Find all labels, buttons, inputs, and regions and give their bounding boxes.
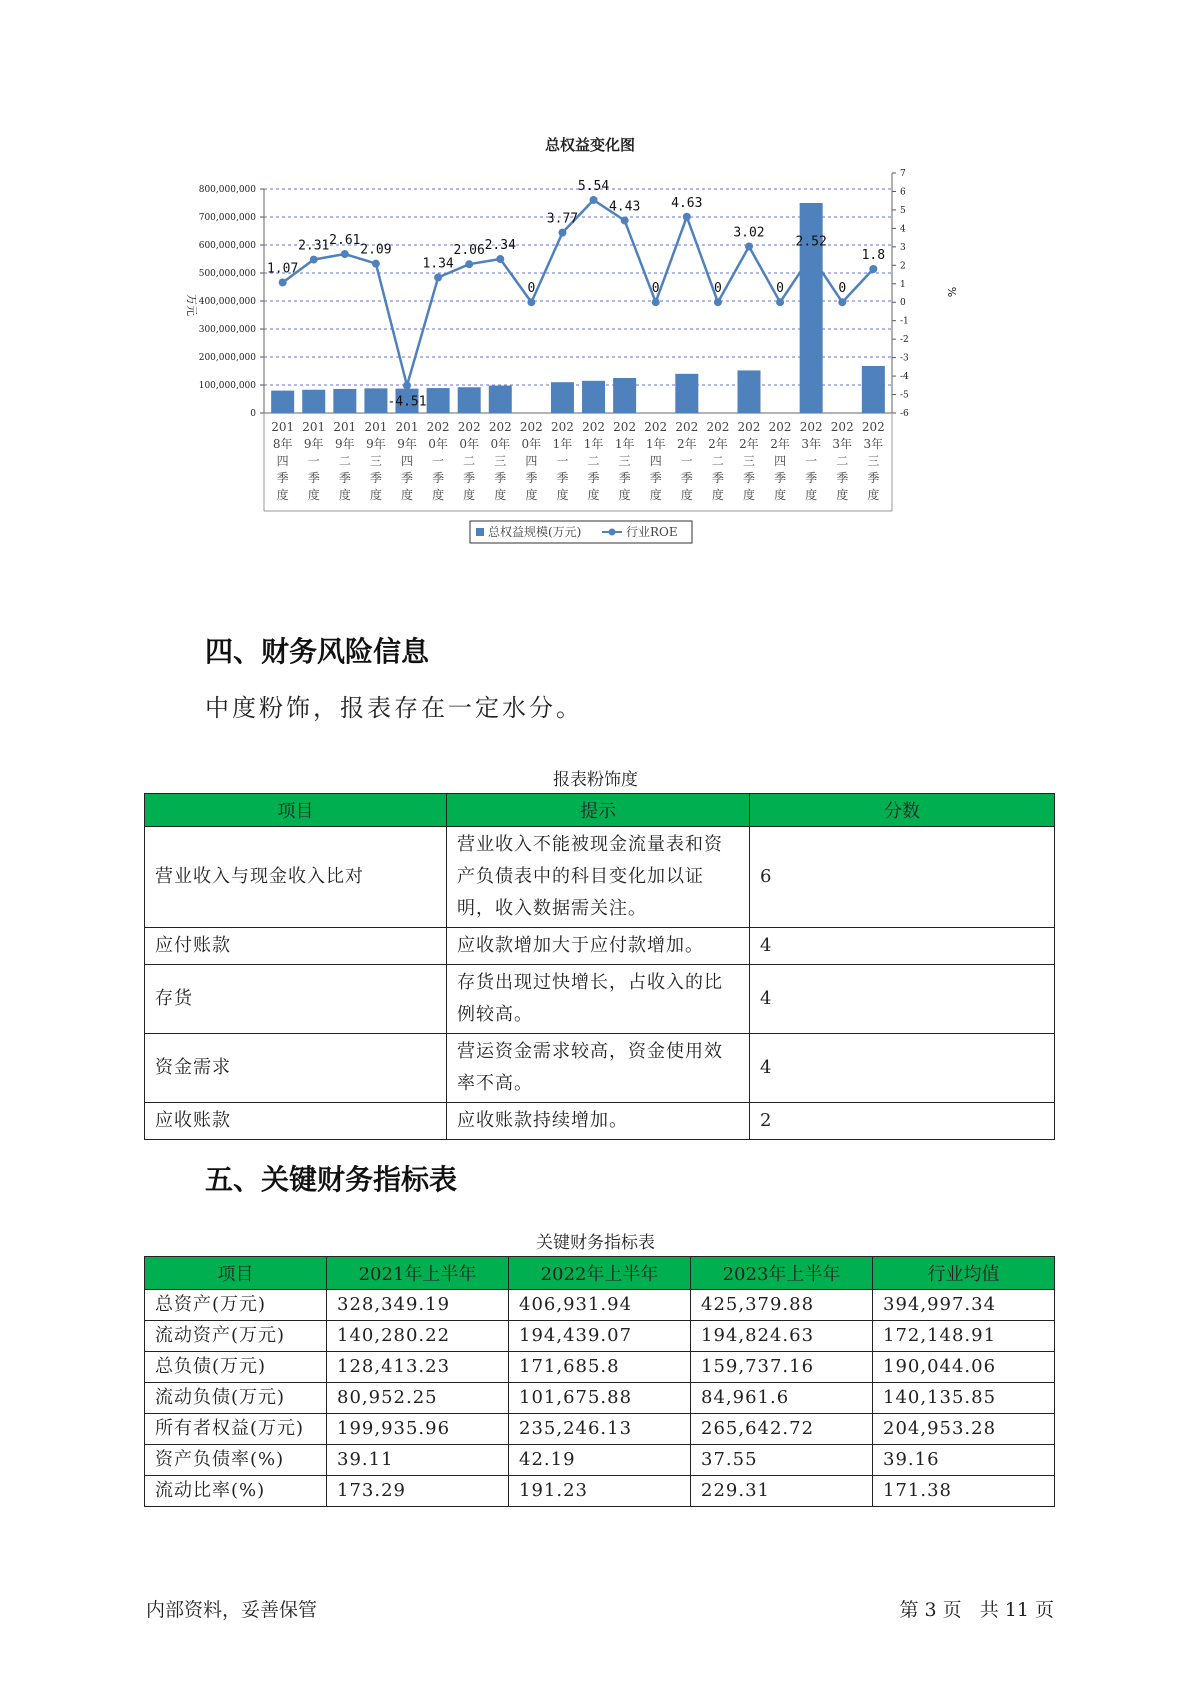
indicator-value: 84,961.6 xyxy=(691,1383,873,1414)
roe-point xyxy=(590,196,598,204)
table-row xyxy=(145,1414,1055,1445)
risk-score: 2 xyxy=(750,1103,1055,1140)
data-label: 2.61 xyxy=(329,233,361,249)
data-label: 5.54 xyxy=(577,178,610,194)
whitewash-table xyxy=(144,793,1055,1140)
indicator-value: 194,439.07 xyxy=(509,1321,691,1352)
table-header-row xyxy=(145,794,1055,827)
risk-score: 4 xyxy=(750,928,1055,965)
indicator-value: 173.29 xyxy=(327,1476,509,1507)
data-label: 1.34 xyxy=(422,256,454,272)
data-label: 1.8 xyxy=(861,248,886,263)
legend-bar-swatch xyxy=(476,528,484,536)
indicator-value: 425,379.88 xyxy=(691,1290,873,1321)
whitewash-table-caption: 报表粉饰度 xyxy=(553,770,638,790)
data-label: 3.77 xyxy=(546,211,579,227)
y2-tick-label: 4 xyxy=(900,224,906,235)
indicator-value: 199,935.96 xyxy=(327,1414,509,1445)
data-label: 2.52 xyxy=(795,234,827,250)
indicator-name: 流动负债(万元) xyxy=(145,1383,327,1414)
table-row xyxy=(145,1321,1055,1352)
data-label: 0 xyxy=(651,281,660,297)
indicator-value: 194,824.63 xyxy=(691,1321,873,1352)
bar xyxy=(427,388,450,413)
y-axis-label: 万元 xyxy=(185,294,198,316)
data-label: -4.51 xyxy=(387,394,427,410)
data-label: 2.06 xyxy=(453,243,485,259)
roe-point xyxy=(310,256,318,264)
indicator-value: 171.38 xyxy=(873,1476,1055,1507)
risk-summary: 中度粉饰，报表存在一定水分。 xyxy=(205,694,583,722)
indicator-value: 39.16 xyxy=(873,1445,1055,1476)
table-row xyxy=(145,1034,1055,1103)
x-tick-label: 201 9年四季度 xyxy=(395,420,419,502)
x-tick-label: 201 9年三季度 xyxy=(364,420,388,502)
x-tick-label: 202 1年二季度 xyxy=(582,420,605,502)
table-row xyxy=(145,1290,1055,1321)
y2-tick-label: 0 xyxy=(900,298,906,309)
footer-confidential: 内部资料，妥善保管 xyxy=(146,1599,318,1621)
y2-tick-label: -2 xyxy=(900,335,909,346)
roe-point xyxy=(558,229,566,237)
risk-score: 6 xyxy=(750,827,1055,928)
risk-hint: 存货出现过快增长，占收入的比例较高。 xyxy=(447,965,750,1034)
y2-tick-label: -4 xyxy=(900,372,909,383)
header-2023h1: 2023年上半年 xyxy=(691,1257,873,1290)
bar xyxy=(271,391,294,413)
section5-heading: 五、关键财务指标表 xyxy=(205,1163,458,1196)
indicator-name: 流动资产(万元) xyxy=(145,1321,327,1352)
header-item: 项目 xyxy=(145,794,447,827)
x-tick-label: 202 3年二季度 xyxy=(830,420,854,502)
bar xyxy=(489,386,512,413)
roe-point xyxy=(527,298,535,306)
risk-item: 营业收入与现金收入比对 xyxy=(145,827,447,928)
indicator-value: 80,952.25 xyxy=(327,1383,509,1414)
equity-change-chart xyxy=(150,130,1030,600)
roe-line xyxy=(283,200,874,386)
x-tick-label: 202 0年四季度 xyxy=(519,420,543,502)
indicator-name: 流动比率(%) xyxy=(145,1476,327,1507)
x-tick-label: 202 0年二季度 xyxy=(457,420,481,502)
x-tick-label: 201 8年四季度 xyxy=(271,420,295,502)
bar xyxy=(675,374,698,413)
indicator-name: 所有者权益(万元) xyxy=(145,1414,327,1445)
table-row xyxy=(145,1352,1055,1383)
roe-point xyxy=(496,255,504,263)
bar xyxy=(333,389,356,413)
indicator-value: 204,953.28 xyxy=(873,1414,1055,1445)
y-tick-label: 500,000,000 xyxy=(198,269,256,279)
table-row xyxy=(145,827,1055,928)
indicator-value: 172,148.91 xyxy=(873,1321,1055,1352)
risk-hint: 营运资金需求较高，资金使用效率不高。 xyxy=(447,1034,750,1103)
legend-line-marker xyxy=(609,529,616,536)
data-label: 0 xyxy=(527,281,536,297)
y-tick-label: 400,000,000 xyxy=(198,297,256,307)
roe-point xyxy=(434,273,442,281)
x-tick-label: 202 2年二季度 xyxy=(706,420,730,502)
risk-item: 存货 xyxy=(145,965,447,1034)
x-tick-label: 201 9年一季度 xyxy=(302,420,326,502)
roe-point xyxy=(869,265,877,273)
indicator-value: 328,349.19 xyxy=(327,1290,509,1321)
roe-point xyxy=(341,250,349,258)
roe-point xyxy=(776,298,784,306)
indicator-value: 394,997.34 xyxy=(873,1290,1055,1321)
risk-score: 4 xyxy=(750,1034,1055,1103)
table-row xyxy=(145,1445,1055,1476)
header-2022h1: 2022年上半年 xyxy=(509,1257,691,1290)
header-2021h1: 2021年上半年 xyxy=(327,1257,509,1290)
y2-tick-label: 7 xyxy=(900,169,906,179)
y-tick-label: 800,000,000 xyxy=(198,185,256,195)
y-tick-label: 600,000,000 xyxy=(198,241,256,251)
indicator-table-body xyxy=(145,1290,1055,1507)
bar xyxy=(613,378,636,413)
roe-point xyxy=(807,252,815,260)
indicator-value: 406,931.94 xyxy=(509,1290,691,1321)
x-tick-label: 201 9年二季度 xyxy=(333,420,357,502)
indicator-value: 140,280.22 xyxy=(327,1321,509,1352)
indicator-value: 101,675.88 xyxy=(509,1383,691,1414)
x-tick-label: 202 2年四季度 xyxy=(768,420,792,502)
indicator-value: 235,246.13 xyxy=(509,1414,691,1445)
chart-svg xyxy=(150,130,1030,600)
roe-point xyxy=(621,216,629,224)
bar xyxy=(364,388,387,413)
indicator-value: 140,135.85 xyxy=(873,1383,1055,1414)
risk-item: 资金需求 xyxy=(145,1034,447,1103)
indicator-table-caption: 关键财务指标表 xyxy=(536,1233,655,1253)
y2-tick-label: -1 xyxy=(900,316,909,327)
indicator-value: 39.11 xyxy=(327,1445,509,1476)
risk-score: 4 xyxy=(750,965,1055,1034)
risk-hint: 营业收入不能被现金流量表和资产负债表中的科目变化加以证明，收入数据需关注。 xyxy=(447,827,750,928)
roe-point xyxy=(403,381,411,389)
y2-tick-label: 3 xyxy=(900,242,906,253)
indicator-value: 229.31 xyxy=(691,1476,873,1507)
indicator-value: 171,685.8 xyxy=(509,1352,691,1383)
y-tick-label: 300,000,000 xyxy=(198,325,256,335)
x-tick-label: 202 1年一季度 xyxy=(551,420,574,502)
indicator-value: 190,044.06 xyxy=(873,1352,1055,1383)
roe-point xyxy=(714,298,722,306)
header-item: 项目 xyxy=(145,1257,327,1290)
table-row xyxy=(145,928,1055,965)
data-label: 4.43 xyxy=(608,199,641,215)
indicator-value: 37.55 xyxy=(691,1445,873,1476)
indicator-value: 191.23 xyxy=(509,1476,691,1507)
bar xyxy=(737,370,760,413)
roe-point xyxy=(652,298,660,306)
y2-tick-label: -3 xyxy=(900,353,909,364)
data-label: 2.34 xyxy=(484,238,516,254)
indicator-table xyxy=(144,1256,1055,1507)
footer-page-number: 第 3 页 共 11 页 xyxy=(899,1599,1054,1621)
y-tick-label: 700,000,000 xyxy=(198,213,256,223)
data-label: 3.02 xyxy=(733,225,765,241)
data-label: 2.31 xyxy=(298,238,330,254)
indicator-name: 总资产(万元) xyxy=(145,1290,327,1321)
indicator-value: 42.19 xyxy=(509,1445,691,1476)
y-tick-label: 0 xyxy=(250,409,256,419)
x-tick-label: 202 2年一季度 xyxy=(675,420,699,502)
data-label: 0 xyxy=(713,281,722,297)
y2-tick-label: -6 xyxy=(900,409,909,419)
bar xyxy=(458,387,481,413)
data-label: 0 xyxy=(838,281,847,297)
legend-line-label: 行业ROE xyxy=(626,525,678,539)
x-tick-label: 202 0年三季度 xyxy=(488,420,512,502)
indicator-name: 总负债(万元) xyxy=(145,1352,327,1383)
indicator-value: 265,642.72 xyxy=(691,1414,873,1445)
section4-heading: 四、财务风险信息 xyxy=(205,635,430,668)
indicator-value: 128,413.23 xyxy=(327,1352,509,1383)
risk-item: 应付账款 xyxy=(145,928,447,965)
bar xyxy=(551,382,574,413)
roe-point xyxy=(465,260,473,268)
roe-point xyxy=(745,242,753,250)
header-industry-avg: 行业均值 xyxy=(873,1257,1055,1290)
roe-point xyxy=(279,278,287,286)
roe-point xyxy=(838,298,846,306)
risk-item: 应收账款 xyxy=(145,1103,447,1140)
indicator-name: 资产负债率(%) xyxy=(145,1445,327,1476)
y2-tick-label: 5 xyxy=(900,205,906,216)
data-label: 1.07 xyxy=(266,261,299,277)
bar xyxy=(582,381,605,413)
x-tick-label: 202 3年三季度 xyxy=(861,420,885,502)
y2-tick-label: 1 xyxy=(900,279,906,290)
y2-tick-label: -5 xyxy=(900,390,909,401)
table-row xyxy=(145,965,1055,1034)
table-header-row xyxy=(145,1257,1055,1290)
indicator-value: 159,737.16 xyxy=(691,1352,873,1383)
x-tick-label: 202 1年四季度 xyxy=(644,420,668,502)
x-tick-label: 202 2年三季度 xyxy=(737,420,761,502)
chart-title: 总权益变化图 xyxy=(544,136,636,154)
header-score: 分数 xyxy=(750,794,1055,827)
header-hint: 提示 xyxy=(447,794,750,827)
roe-point xyxy=(683,213,691,221)
risk-hint: 应收账款持续增加。 xyxy=(447,1103,750,1140)
risk-hint: 应收款增加大于应付款增加。 xyxy=(447,928,750,965)
y2-axis-label: % xyxy=(945,286,958,298)
data-label: 2.09 xyxy=(360,242,392,258)
table-row xyxy=(145,1476,1055,1507)
y-tick-label: 100,000,000 xyxy=(198,381,256,391)
legend-bar-label: 总权益规模(万元) xyxy=(488,525,582,539)
table-row xyxy=(145,1103,1055,1140)
bar xyxy=(302,390,325,413)
x-tick-label: 202 3年一季度 xyxy=(799,420,823,502)
x-tick-label: 202 0年一季度 xyxy=(426,420,450,502)
y2-tick-label: 2 xyxy=(900,261,906,272)
data-label: 4.63 xyxy=(671,195,703,211)
data-label: 0 xyxy=(776,281,784,297)
roe-point xyxy=(372,260,380,268)
x-tick-label: 202 1年三季度 xyxy=(613,420,637,502)
y-tick-label: 200,000,000 xyxy=(198,353,256,363)
y2-tick-label: 6 xyxy=(900,187,906,198)
table-row xyxy=(145,1383,1055,1414)
bar xyxy=(862,366,885,413)
